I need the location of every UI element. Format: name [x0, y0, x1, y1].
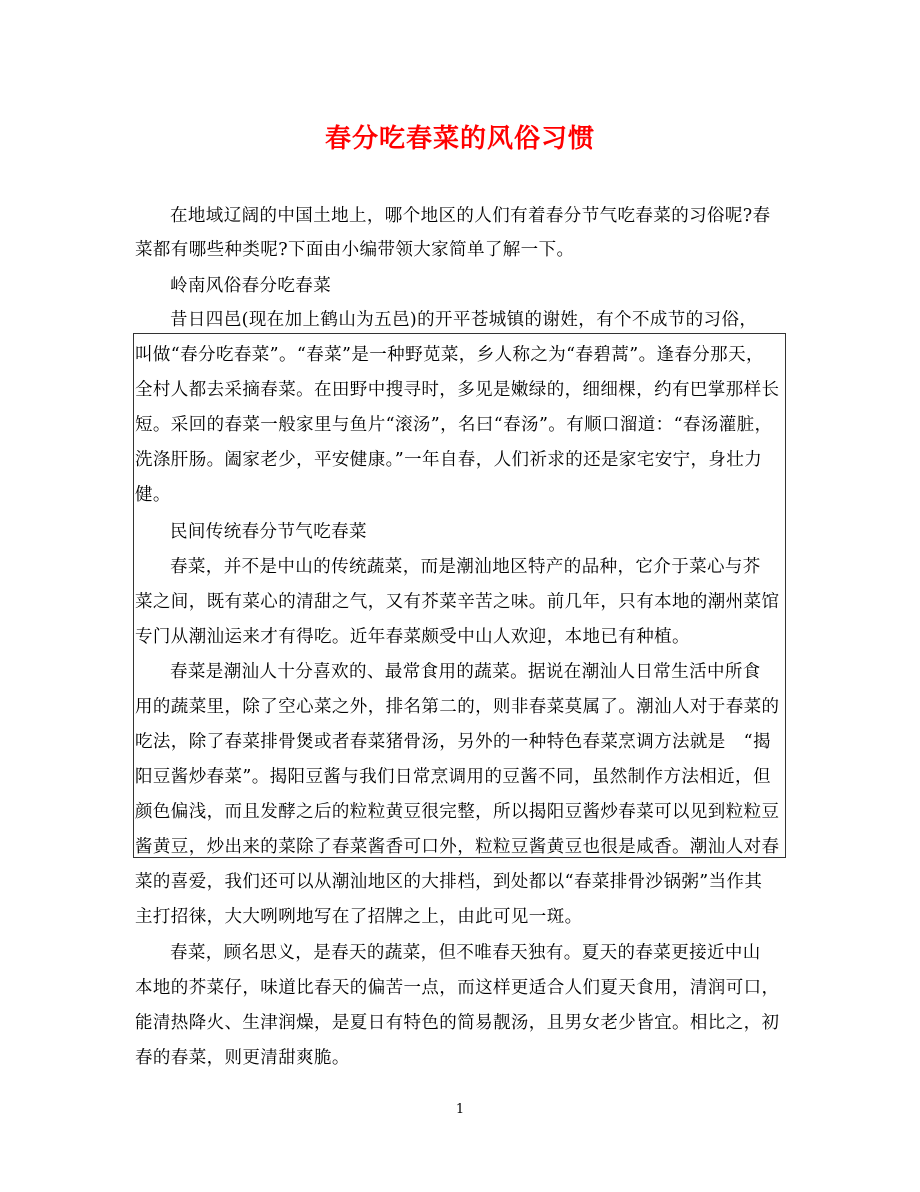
body-text-line: 菜之间，既有菜心的清甜之气，又有芥菜辛苦之味。前几年，只有本地的潮州菜馆 [135, 592, 780, 612]
page-number: 1 [455, 1102, 465, 1117]
body-text-line: 春菜是潮汕人十分喜欢的、最常食用的蔬菜。据说在潮汕人日常生活中所食 [170, 662, 761, 682]
body-text-line: 菜都有哪些种类呢?下面由小编带领大家简单了解一下。 [135, 240, 575, 260]
body-text-line: 健。 [135, 485, 171, 505]
body-text-line: 民间传统春分节气吃春菜 [170, 522, 367, 542]
body-text-line: 短。采回的春菜一般家里与鱼片“滚汤”，名曰“春汤”。有顺口溜道：“春汤灌脏， [135, 415, 773, 435]
body-text-line: 专门从潮汕运来才有得吃。近年春菜颇受中山人欢迎，本地已有种植。 [135, 627, 690, 647]
body-text-line: 全村人都去采摘春菜。在田野中搜寻时，多见是嫩绿的，细细棵，约有巴掌那样长 [135, 380, 780, 400]
body-text-line: 昔日四邑(现在加上鹤山为五邑)的开平苍城镇的谢姓，有个不成节的习俗， [170, 310, 758, 330]
body-text-line: 酱黄豆，炒出来的菜除了春菜酱香可口外，粒粒豆酱黄豆也很是咸香。潮汕人对春 [135, 837, 780, 857]
body-text-line: 春菜，顾名思义，是春天的蔬菜，但不唯春天独有。夏天的春菜更接近中山 [170, 943, 761, 963]
body-text-line: 本地的芥菜仔，味道比春天的偏苦一点，而这样更适合人们夏天食用，清润可口， [135, 978, 780, 998]
body-text-line: 春菜，并不是中山的传统蔬菜，而是潮汕地区特产的品种，它介于菜心与芥 [170, 557, 761, 577]
body-text-line: 阳豆酱炒春菜”。揭阳豆酱与我们日常烹调用的豆酱不同，虽然制作方法相近，但 [135, 767, 771, 787]
body-text-line: 在地域辽阔的中国土地上，哪个地区的人们有着春分节气吃春菜的习俗呢?春 [170, 206, 771, 226]
body-text-line: 主打招徕，大大咧咧地写在了招牌之上，由此可见一斑。 [135, 907, 583, 927]
body-text-line: 春的春菜，则更清甜爽脆。 [135, 1048, 350, 1068]
body-text-line: 用的蔬菜里，除了空心菜之外，排名第二的，则非春菜莫属了。潮汕人对于春菜的 [135, 697, 780, 717]
body-text-line: 菜的喜爱，我们还可以从潮汕地区的大排档，到处都以“春菜排骨沙锅粥”当作其 [135, 872, 763, 892]
body-text-line: 叫做“春分吃春菜”。“春菜”是一种野苋菜，乡人称之为“春碧蒿”。逢春分那天， [135, 345, 764, 365]
body-text-line: 洗涤肝肠。阖家老少，平安健康。”一年自春，人们祈求的还是家宅安宁，身壮力 [135, 450, 763, 470]
body-text-line: 颜色偏浅，而且发酵之后的粒粒黄豆很完整，所以揭阳豆酱炒春菜可以见到粒粒豆 [135, 802, 780, 822]
body-text-line: 能清热降火、生津润燥，是夏日有特色的简易靓汤，且男女老少皆宜。相比之，初 [135, 1013, 780, 1033]
body-text-line: 岭南风俗春分吃春菜 [170, 276, 332, 296]
document-title: 春分吃春菜的风俗习惯 [324, 124, 595, 154]
body-text-line: 吃法，除了春菜排骨煲或者春菜猪骨汤，另外的一种特色春菜烹调方法就是 “揭 [135, 732, 771, 752]
